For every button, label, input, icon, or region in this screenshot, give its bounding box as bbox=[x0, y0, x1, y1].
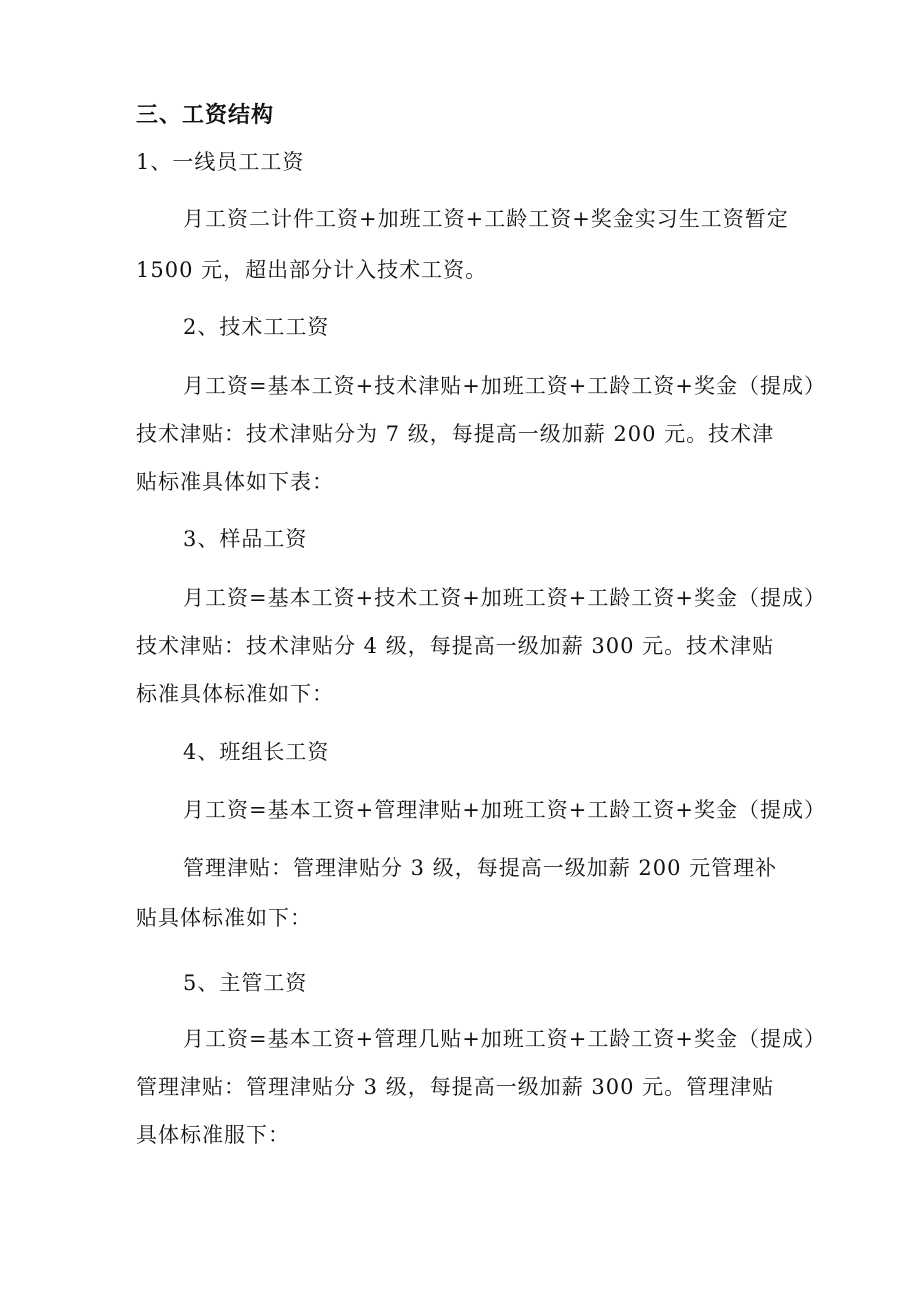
section-2-heading: 2、技术工工资 bbox=[183, 315, 330, 339]
section-1-line-2: 1500 元，超出部分计入技术工资。 bbox=[136, 258, 488, 282]
section-1-heading: 1、一线员工工资 bbox=[136, 150, 305, 174]
section-5-allowance: 管理津贴：管理津贴分 3 级，每提高一级加薪 300 元。管理津贴 bbox=[136, 1075, 775, 1099]
section-2-allowance-cont: 贴标准具体如下表： bbox=[136, 470, 334, 494]
section-5-allowance-cont: 具体标准服下： bbox=[136, 1123, 290, 1147]
section-2-formula: 月工资=基本工资+技术津贴+加班工资+工龄工资+奖金（提成） bbox=[183, 374, 826, 398]
section-4-allowance-cont: 贴具体标准如下： bbox=[136, 906, 312, 930]
section-3-heading: 3、样品工资 bbox=[183, 527, 308, 551]
section-3-allowance: 技术津贴：技术津贴分 4 级，每提高一级加薪 300 元。技术津贴 bbox=[136, 634, 775, 658]
section-5-heading: 5、主管工资 bbox=[183, 971, 308, 995]
section-1-line-1: 月工资二计件工资+加班工资+工龄工资+奖金实习生工资暂定 bbox=[183, 207, 789, 231]
section-4-allowance: 管理津贴：管理津贴分 3 级，每提高一级加薪 200 元管理补 bbox=[183, 856, 778, 880]
section-3-formula: 月工资=基本工资+技术工资+加班工资+工龄工资+奖金（提成） bbox=[183, 586, 826, 610]
section-3-allowance-cont: 标准具体标准如下： bbox=[136, 682, 334, 706]
section-5-formula: 月工资=基本工资+管理几贴+加班工资+工龄工资+奖金（提成） bbox=[183, 1027, 826, 1051]
section-title: 三、工资结构 bbox=[136, 102, 275, 128]
section-2-allowance: 技术津贴：技术津贴分为 7 级，每提高一级加薪 200 元。技术津 bbox=[136, 422, 775, 446]
section-4-heading: 4、班组长工资 bbox=[183, 740, 330, 764]
section-4-formula: 月工资=基本工资+管理津贴+加班工资+工龄工资+奖金（提成） bbox=[183, 798, 826, 822]
